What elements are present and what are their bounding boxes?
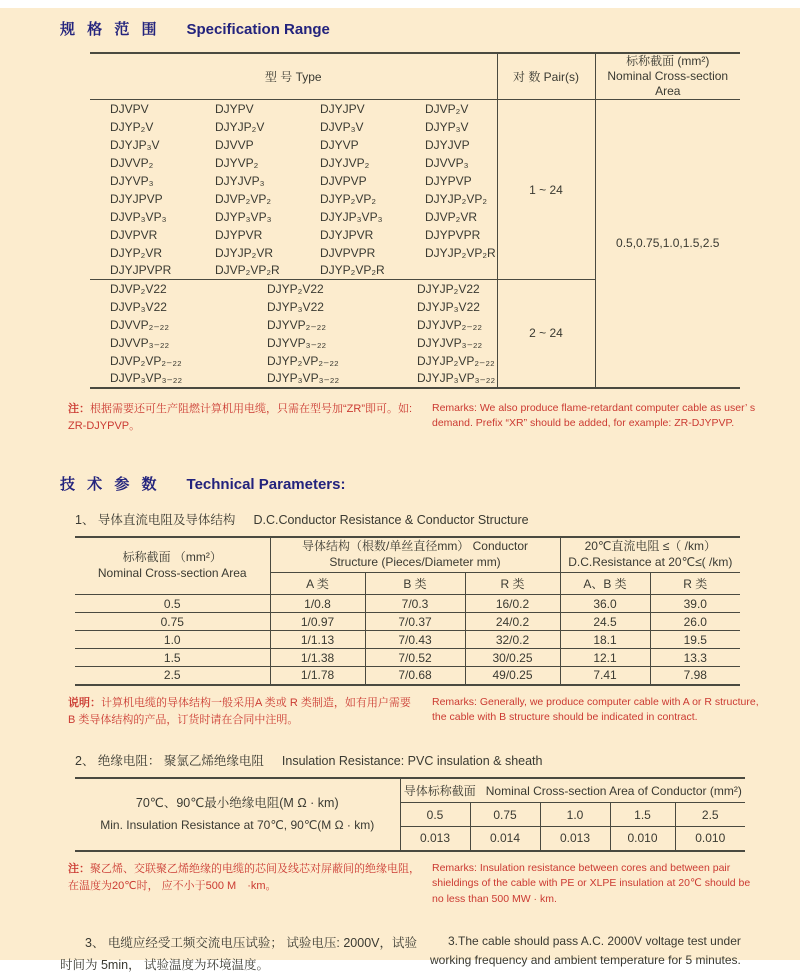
table-row [90,100,740,118]
note-label: 注： [68,862,90,875]
size-cell: 1.0 [540,803,610,827]
subhead-class-r: R 类 [465,573,560,595]
note-flame-retardant [68,401,760,435]
section1-title-en: Specification Range [186,21,330,38]
table-row [75,631,740,649]
cell: 18.1 [560,631,650,649]
item3-en: 3.The cable should pass A.C. 2000V voltage test under working frequency and ambient temperature for 5 minutes. [430,933,741,968]
note-label: 说明： [68,696,101,709]
item2-heading [75,751,800,769]
item1-en: D.C.Conductor Resistance & Conductor Structure [253,512,529,527]
item3-voltage-test [60,932,760,976]
type-cell: DJYPV [215,101,254,116]
type-cell: DJYJVP₃ [215,173,265,188]
min-insulation-label [75,778,400,851]
cell: 13.3 [650,649,740,667]
type-cell: DJYVP₃₋₂₂ [267,335,327,350]
col-header-pairs: 对 数 Pair(s) [497,53,595,100]
cell: 19.5 [650,631,740,649]
cell: 1/1.38 [270,649,365,667]
table-row [75,667,740,685]
cell: 36.0 [560,595,650,613]
note-en: Remarks: Generally, we produce computer cable with A or R structure, the cable with B structure should be indicated in contract. [432,695,759,724]
min-insulation-cn: 70℃、90℃最小绝缘电阻(M Ω · km) [135,796,339,811]
cell: 1/0.8 [270,595,365,613]
type-cell: DJYJPV [320,101,365,116]
nominal-area-cn: 标称截面 （mm²） [122,550,222,565]
cell: 1.5 [75,649,270,667]
type-cell: DJVP₂VR [425,209,478,224]
note-en: Remarks: Insulation resistance between cores and between pair shieldings of the cable with PE or XLPE insulation at 20℃ should be no less than 500 MW · km. [432,861,751,906]
type-cell: DJYJP₂VP₂R [425,245,496,260]
type-cell: DJVP₂VP₂₋₂₂ [110,353,182,368]
value-cell: 0.010 [610,827,675,851]
type-cell: DJYJP₃V22 [417,299,480,314]
note-text-cn: 根据需要还可生产阻燃计算机用电缆，只需在型号加“ZR”即可。如: ZR-DJYPVP。 [68,402,413,432]
type-cell: DJYVP₃ [110,173,154,188]
type-cell: DJYJP₂VP₂₋₂₂ [417,353,495,368]
type-cell: DJYP₃V [425,119,469,134]
subhead-class-b: B 类 [365,573,465,595]
col-header-cross-en: Nominal Cross-section Area [607,69,729,98]
item1-heading [75,510,800,528]
type-cell: DJYP₂VP₂R [320,263,385,278]
subhead-class-r2: R 类 [650,573,740,595]
cell: 0.75 [75,613,270,631]
cross-section-value: 0.5,0.75,1.0,1.5,2.5 [616,236,720,251]
cell: 30/0.25 [465,649,560,667]
table-header-row [75,778,745,803]
cell: 0.5 [75,595,270,613]
note-structure-explanation [68,695,760,729]
type-cell: DJYPVR [215,227,263,242]
type-cell: DJYP₂V22 [195,280,300,298]
type-cell: DJVP₃VP₃ [110,209,167,224]
col-header-nominal-area [75,537,270,595]
conductor-area-cn: 导体标称截面 [403,783,476,798]
cell: 7/0.68 [365,667,465,685]
cell: 24.5 [560,613,650,631]
type-cell: DJYJPVP [110,191,163,206]
type-cell: DJYVP [320,137,359,152]
type-cell: DJYVP₂₋₂₂ [267,317,326,332]
type-cell: DJYP₃VP₃ [215,209,272,224]
note-cn [68,861,420,908]
type-cell: DJVP₂V [425,101,469,116]
section2-title-en: Technical Parameters: [186,475,346,493]
size-cell: 0.5 [400,803,470,827]
value-cell: 0.014 [470,827,540,851]
cell: 7.41 [560,667,650,685]
cell: 1.0 [75,631,270,649]
dc-resistance-en: D.C.Resistance at 20℃≤( /km) [568,554,733,569]
note-insulation [68,861,760,908]
min-insulation-en: Min. Insulation Resistance at 70℃, 90℃(M Ω · km) [100,817,375,832]
value-cell: 0.013 [540,827,610,851]
paper-background [0,8,800,973]
type-cell: DJYJVP₂₋₂₂ [417,317,482,332]
col-header-type: 型 号 Type [90,53,497,100]
conductor-structure-cn: 导体结构（根数/单丝直径mm） Conductor [301,539,529,554]
type-cell: DJYJP₂V22 [300,280,497,298]
section1-title-cn: 规 格 范 围 [60,21,161,38]
type-cell: DJYJP₂V [215,119,265,134]
dc-resistance-cn: 20℃直流电阻 ≤（ /km） [584,539,716,554]
cell: 24/0.2 [465,613,560,631]
type-cell: DJVP₂VP₂R [215,263,280,278]
note-cn [68,401,420,435]
item3-cn: 3、 电缆应经受工频交流电压试验； 试验电压: 2000V，试验时间为 5min， 试验温度为环境温度。 [60,935,417,973]
cell: 7.98 [650,667,740,685]
section2-title [60,473,800,494]
type-cell: DJVVP₃₋₂₂ [110,335,170,350]
type-cell: DJYP₃V22 [267,299,324,314]
col-header-cross-section [595,53,740,100]
insulation-resistance-table [75,777,745,852]
type-cell: DJYP₂VP₂ [320,191,376,206]
type-cell: DJVPVPR [320,245,376,260]
type-cell: DJYJP₂VP₂ [425,191,487,206]
cell: 7/0.3 [365,595,465,613]
type-cell: DJVP₃V [320,119,364,134]
item1-cn: 1、 导体直流电阻及导体结构 [75,512,236,527]
col-header-conductor-area [400,778,745,803]
cell: 1/1.13 [270,631,365,649]
type-cell: DJYJP₃V [110,137,160,152]
cell: 1/0.97 [270,613,365,631]
spec-table-header [90,53,740,100]
type-cell: DJYP₂V [110,119,154,134]
value-cell: 0.010 [675,827,745,851]
type-cell: DJYPVP [425,173,472,188]
table-row [75,595,740,613]
cell: 32/0.2 [465,631,560,649]
cell: 7/0.43 [365,631,465,649]
size-cell: 1.5 [610,803,675,827]
size-cell: 0.75 [470,803,540,827]
type-cell: DJYP₂VP₂₋₂₂ [267,353,339,368]
item2-cn: 2、 绝缘电阻： 聚氯乙烯绝缘电阻 [75,753,264,768]
type-cell: DJVPVP [320,173,367,188]
type-cell: DJYJP₃VP₃ [320,209,383,224]
type-cell: DJVPV [110,101,149,116]
nominal-area-en: Nominal Cross-section Area [97,565,247,580]
conductor-area-en: Nominal Cross-section Area of Conductor (mm²) [485,783,742,798]
cell: 39.0 [650,595,740,613]
type-cell: DJVVP₂ [110,155,154,170]
type-cell: DJVVP₃ [425,155,469,170]
type-cell: DJYJPVR [320,227,374,242]
type-cell: DJYJVP₂ [320,155,370,170]
cell: 26.0 [650,613,740,631]
section1-title [60,18,800,39]
table-row [75,613,740,631]
group-header-dc-resistance [560,537,740,573]
note-cn [68,695,420,729]
value-cell: 0.013 [400,827,470,851]
type-cell: DJYP₃VP₃₋₂₂ [267,371,340,385]
type-cell: DJVP₂V22 [90,280,195,298]
table-header-row [75,537,740,573]
type-cell: DJYJPVPR [110,263,172,278]
type-cell: DJYVP₂ [215,155,259,170]
subhead-class-ab: A、B 类 [560,573,650,595]
item2-en: Insulation Resistance: PVC insulation & sheath [281,753,543,768]
subhead-class-a: A 类 [270,573,365,595]
type-cell: DJYP₂VR [110,245,163,260]
group-header-conductor-structure [270,537,560,573]
type-cell: DJYPVPR [425,227,481,242]
note-label: 注： [68,402,90,415]
cell: 1/1.78 [270,667,365,685]
note-text-cn: 计算机电缆的导体结构一般采用A 类或 R 类制造，如有用户需要 B 类导体结构的产品，订货时请在合同中注明。 [68,696,411,726]
cell: 7/0.52 [365,649,465,667]
type-cell: DJVVP₂₋₂₂ [110,317,169,332]
size-cell: 2.5 [675,803,745,827]
spec-range-table [90,52,740,389]
type-cell: DJYJP₃VP₃₋₂₂ [417,371,496,385]
pairs-value-block1: 1 ~ 24 [497,100,595,280]
cell: 16/0.2 [465,595,560,613]
col-header-cross-cn: 标称截面 (mm²) [626,54,710,68]
type-cell: DJVP₂VP₂ [215,191,271,206]
type-cell: DJYJVP [425,137,470,152]
cell: 12.1 [560,649,650,667]
conductor-structure-en: Structure (Pieces/Diameter mm) [329,554,501,569]
pairs-value-block2: 2 ~ 24 [497,280,595,388]
cell: 2.5 [75,667,270,685]
cell: 7/0.37 [365,613,465,631]
type-cell: DJYJP₂VR [215,245,274,260]
type-cell-empty [405,262,497,280]
cell: 49/0.25 [465,667,560,685]
type-cell: DJVPVR [110,227,158,242]
type-cell: DJVP₃VP₃₋₂₂ [110,371,183,385]
note-en: Remarks: We also produce flame-retardant computer cable as user’ s demand. Prefix “XR” should be added, for example: ZR-DJYPVP. [432,401,756,430]
type-cell: DJVVP [215,137,254,152]
section2-title-cn: 技 术 参 数 [60,475,161,493]
table-row [75,649,740,667]
type-cell: DJVP₃V22 [110,299,167,314]
type-cell: DJYJVP₃₋₂₂ [417,335,483,350]
dc-resistance-table [75,536,740,686]
note-text-cn: 聚乙烯、交联聚乙烯绝缘的电缆的芯间及线芯对屏蔽间的绝缘电阻，在温度为20℃时， 应不小于500 M ·km。 [68,862,420,892]
